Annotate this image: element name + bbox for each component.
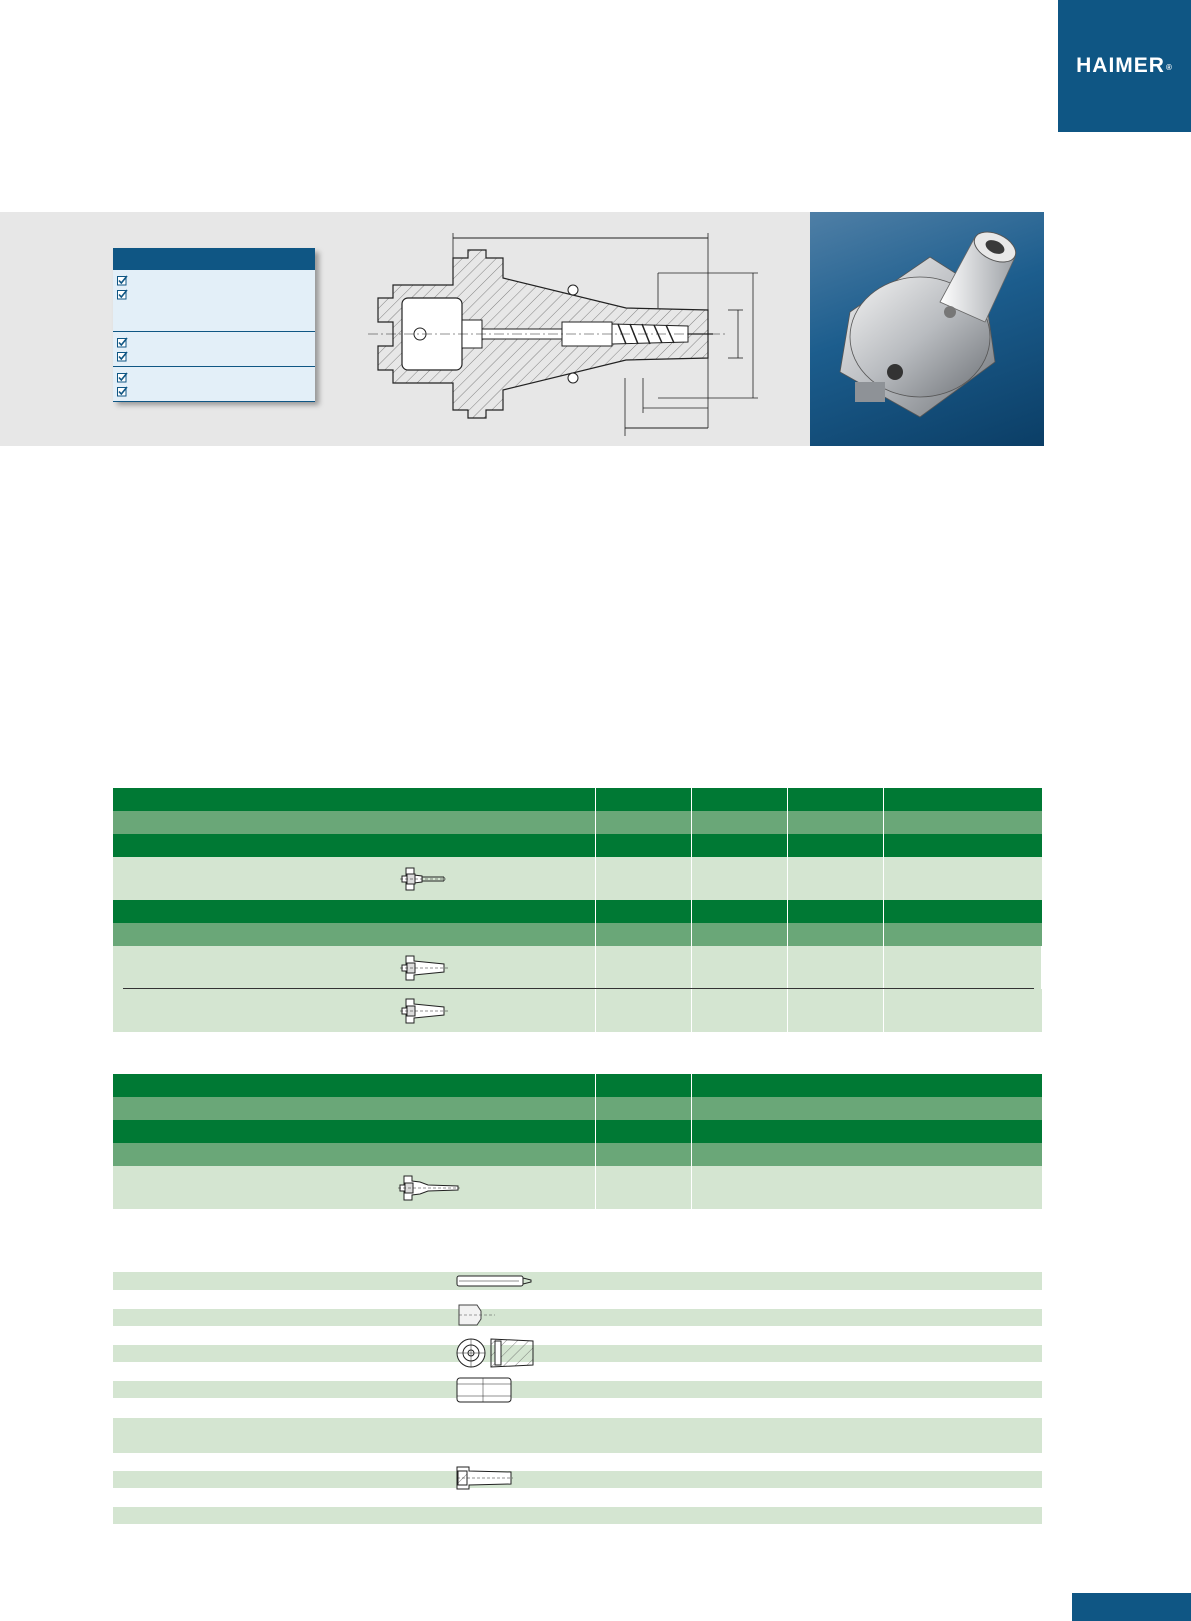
logo-text: HAIMER® bbox=[1076, 54, 1173, 77]
haimer-logo bbox=[1058, 0, 1191, 132]
table-row bbox=[113, 1166, 1042, 1209]
shrink-chuck-long-thumb-icon bbox=[398, 1173, 460, 1203]
feature-checklist bbox=[113, 248, 315, 401]
feature-item bbox=[117, 335, 315, 349]
accessory-row bbox=[113, 1507, 1042, 1524]
checkbox-checked-icon bbox=[117, 351, 128, 362]
feature-group bbox=[113, 270, 315, 332]
accessory-row bbox=[113, 1471, 1042, 1488]
table-header-row bbox=[113, 1074, 1042, 1097]
table-header-row bbox=[113, 788, 1042, 811]
extension-rod-icon bbox=[455, 1271, 535, 1291]
feature-item bbox=[117, 273, 315, 287]
checkbox-checked-icon bbox=[117, 337, 128, 348]
feature-item bbox=[117, 384, 315, 398]
checkbox-checked-icon bbox=[117, 386, 128, 397]
checkbox-checked-icon bbox=[117, 372, 128, 383]
table-subheader-row bbox=[113, 1143, 1042, 1166]
checkbox-checked-icon bbox=[117, 275, 128, 286]
shrink-chuck-photo-icon bbox=[810, 212, 1044, 446]
feature-header bbox=[113, 248, 315, 270]
shrink-chuck-thumb-icon bbox=[400, 996, 450, 1026]
shrink-chuck-thumb-icon bbox=[400, 865, 446, 893]
feature-group bbox=[113, 332, 315, 367]
table-group-row bbox=[113, 900, 1042, 923]
technical-drawing-icon bbox=[368, 228, 768, 438]
nut-and-sleeve-icon bbox=[455, 1335, 539, 1371]
accessory-row bbox=[113, 1272, 1042, 1290]
accessory-row bbox=[113, 1418, 1042, 1453]
table-group-row bbox=[113, 834, 1042, 857]
accessory-row bbox=[113, 1345, 1042, 1362]
table-subheader-row bbox=[113, 923, 1042, 946]
adapter-sleeve-icon bbox=[455, 1463, 515, 1493]
product-photo bbox=[810, 212, 1044, 446]
table-row bbox=[113, 857, 1042, 900]
feature-item bbox=[117, 287, 315, 301]
collet-icon bbox=[455, 1301, 499, 1329]
product-table-2 bbox=[113, 1074, 1042, 1209]
page-corner-tab bbox=[1072, 1593, 1191, 1621]
shrink-chuck-thumb-icon bbox=[400, 953, 450, 983]
table-subheader-row bbox=[113, 811, 1042, 834]
table-subheader-row bbox=[113, 1097, 1042, 1120]
feature-group bbox=[113, 367, 315, 402]
accessory-row bbox=[113, 1381, 1042, 1398]
table-group-row bbox=[113, 1120, 1042, 1143]
accessory-row bbox=[113, 1309, 1042, 1326]
checkbox-checked-icon bbox=[117, 289, 128, 300]
product-table-1 bbox=[113, 788, 1042, 1032]
table-row bbox=[113, 989, 1042, 1032]
sleeve-icon bbox=[455, 1374, 515, 1406]
table-row bbox=[113, 946, 1042, 989]
feature-item bbox=[117, 349, 315, 363]
feature-item bbox=[117, 370, 315, 384]
